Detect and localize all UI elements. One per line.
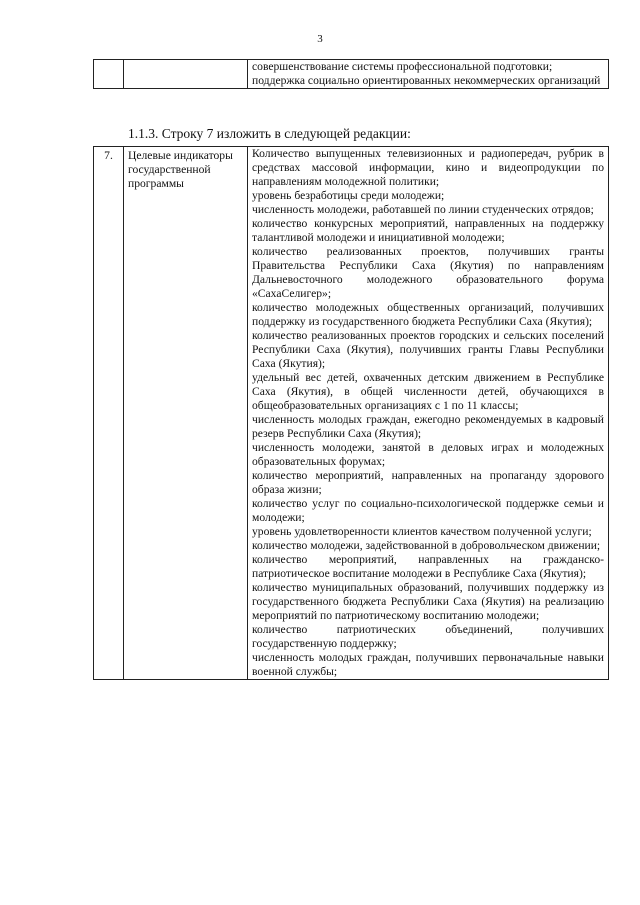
list-item: количество мероприятий, направленных на пропаганду здорового образа жизни; [252,469,604,496]
top-table-fragment [93,59,609,89]
list-item: совершенствование системы профессиональной подготовки; [252,60,553,73]
table-row [94,147,609,680]
list-item: удельный вес детей, охваченных детским движением в Республике Саха (Якутия), в общей численности детей, обучающихся в общеобразовательных организациях с 1 по 11 классы; [252,371,604,412]
list-item: количество услуг по социально-психологической поддержке семьи и молодежи; [252,497,604,524]
number-cell [94,60,124,89]
list-item: уровень безработицы среди молодежи; [252,189,445,202]
list-item: количество реализованных проектов, получивших гранты Правительства Республики Саха (Якутия) по направлениям Дальневосточного молодежного образовательного форума «СахаСелигер»; [252,245,604,300]
list-item: количество молодежных общественных организаций, получивших поддержку из государственного бюджета Республики Саха (Якутия); [252,301,604,328]
main-table [93,146,609,680]
section-heading: 1.1.3. Строку 7 изложить в следующей редакции: [128,126,411,141]
list-item: количество патриотических объединений, получивших государственную поддержку; [252,623,604,650]
list-item: количество мероприятий, направленных на гражданско-патриотическое воспитание молодежи в Республике Саха (Якутия); [252,553,604,580]
list-item: численность молодых граждан, получивших первоначальные навыки военной службы; [252,651,604,678]
list-item: количество муниципальных образований, получивших поддержку из государственного бюджета Республики Саха (Якутия) на реализацию мероприятий по патриотическому воспитанию молодежи; [252,581,604,622]
list-item: поддержка социально ориентированных некоммерческих организаций [252,74,601,87]
row-number: 7. [94,147,124,680]
list-item: количество конкурсных мероприятий, направленных на поддержку талантливой молодежи и инициативной молодежи; [252,217,604,244]
list-item: количество молодежи, задействованной в добровольческом движении; [252,539,601,552]
list-item: уровень удовлетворенности клиентов качеством полученной услуги; [252,525,592,538]
page-number: 3 [317,33,323,45]
table-row [94,60,609,89]
content-cell [248,60,609,89]
list-item: численность молодежи, занятой в деловых играх и молодежных образовательных форумах; [252,441,604,468]
list-item: Количество выпущенных телевизионных и радиопередач, рубрик в средствах массовой информации, кино и видеопродукции по направлениям молодежной политики; [252,147,604,188]
list-item: численность молодежи, работавшей по линии студенческих отрядов; [252,203,594,216]
row-name: Целевые индикаторы государственной программы [124,147,248,680]
list-item: количество реализованных проектов городских и сельских поселений Республики Саха (Якутия), получивших гранты Главы Республики Саха (Якутия); [252,329,604,370]
name-cell [124,60,248,89]
list-item: численность молодых граждан, ежегодно рекомендуемых в кадровый резерв Республики Саха (Якутия); [252,413,604,440]
indicator-list [248,147,609,680]
